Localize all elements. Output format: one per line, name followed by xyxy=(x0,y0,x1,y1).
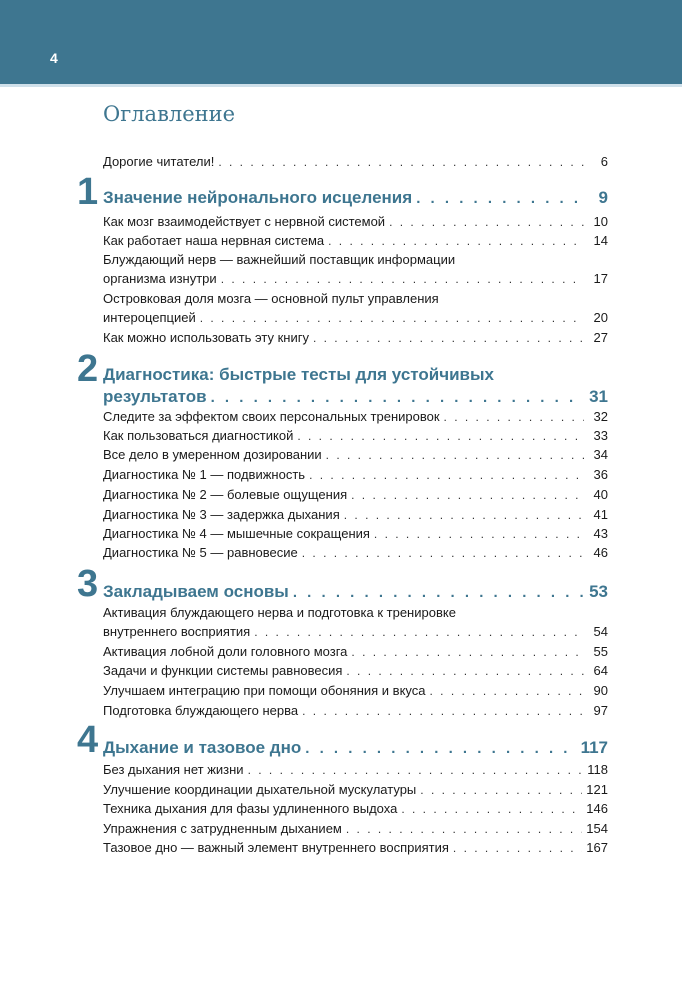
entry-page: 167 xyxy=(586,840,608,855)
entry-page: 97 xyxy=(593,703,608,718)
chapter-title-line1: Диагностика: быстрые тесты для устойчивых xyxy=(103,365,494,384)
entry-title: внутреннего восприятия xyxy=(103,624,251,639)
leader-dots xyxy=(420,781,582,800)
entry-title: Дорогие читатели! xyxy=(103,154,215,169)
entry-title: Следите за эффектом своих персональных тренировок xyxy=(103,409,440,424)
entry-title: Упражнения с затрудненным дыханием xyxy=(103,821,342,836)
entry-page: 27 xyxy=(593,330,608,345)
entry-page: 118 xyxy=(587,762,608,777)
chapter-title: результатов xyxy=(103,387,207,406)
entry-page: 43 xyxy=(593,526,608,541)
leader-dots xyxy=(346,662,584,681)
entry-title: Как работает наша нервная система xyxy=(103,233,325,248)
leader-dots xyxy=(248,761,584,780)
entry-title: Диагностика № 1 — подвижность xyxy=(103,467,306,482)
chapter-number: 3 xyxy=(77,563,99,605)
entry-title: Улучшение координации дыхательной мускулатуры xyxy=(103,782,417,797)
entry-title: Диагностика № 3 — задержка дыхания xyxy=(103,507,340,522)
entry-page: 41 xyxy=(593,507,608,522)
toc-entry[interactable] xyxy=(103,465,608,484)
entry-title: Все дело в умеренном дозировании xyxy=(103,447,322,462)
entry-page: 46 xyxy=(593,545,608,560)
entry-page: 146 xyxy=(586,801,608,816)
entry-title: Улучшаем интеграцию при помощи обоняния и вкуса xyxy=(103,683,426,698)
leader-dots xyxy=(302,702,584,721)
entry-page: 6 xyxy=(600,154,608,169)
chapter-number: 2 xyxy=(77,348,99,390)
toc-entry[interactable] xyxy=(103,603,608,641)
entry-page: 20 xyxy=(593,310,608,325)
leader-dots xyxy=(297,427,584,446)
leader-dots xyxy=(351,486,584,505)
entry-title: Активация лобной доли головного мозга xyxy=(103,644,348,659)
entry-page: 40 xyxy=(593,487,608,502)
toc-entry[interactable] xyxy=(103,681,608,700)
toc-entry[interactable] xyxy=(103,289,608,327)
leader-dots xyxy=(389,213,584,232)
leader-dots xyxy=(221,270,584,289)
entry-title-line1: Островковая доля мозга — основной пульт управления xyxy=(103,291,439,306)
toc-entry[interactable] xyxy=(103,819,608,838)
toc-entry[interactable] xyxy=(103,661,608,680)
leader-dots xyxy=(430,682,585,701)
leader-dots xyxy=(374,525,584,544)
entry-title-line1: Блуждающий нерв — важнейший поставщик информации xyxy=(103,252,456,267)
entry-page: 90 xyxy=(593,683,608,698)
leader-dots xyxy=(313,329,584,348)
toc-entry[interactable] xyxy=(103,485,608,504)
page-number: 4 xyxy=(50,50,58,66)
toc-entry[interactable] xyxy=(103,780,608,799)
toc-entry[interactable] xyxy=(103,701,608,720)
entry-title: Техника дыхания для фазы удлиненного выдоха xyxy=(103,801,398,816)
entry-page: 54 xyxy=(593,624,608,639)
toc-entry[interactable] xyxy=(103,799,608,818)
toc-entry-intro[interactable] xyxy=(103,152,608,171)
entry-title: Как можно использовать эту книгу xyxy=(103,330,309,345)
chapter-page: 9 xyxy=(598,188,608,207)
entry-title: Диагностика № 4 — мышечные сокращения xyxy=(103,526,370,541)
leader-dots xyxy=(200,309,584,328)
entry-title: интероцепцией xyxy=(103,310,196,325)
leader-dots xyxy=(254,623,584,642)
toc-entry[interactable] xyxy=(103,212,608,231)
leader-dots xyxy=(351,643,584,662)
entry-title: Диагностика № 5 — равновесие xyxy=(103,545,298,560)
leader-dots xyxy=(309,466,584,485)
entry-title: Задачи и функции системы равновесия xyxy=(103,663,343,678)
entry-page: 154 xyxy=(586,821,608,836)
toc-entry[interactable] xyxy=(103,231,608,250)
toc-entry[interactable] xyxy=(103,250,608,288)
leader-dots xyxy=(416,190,584,207)
entry-page: 34 xyxy=(593,447,608,462)
toc-entry[interactable] xyxy=(103,524,608,543)
entry-page: 33 xyxy=(593,428,608,443)
entry-title: Тазовое дно — важный элемент внутреннего восприятия xyxy=(103,840,449,855)
toc-entry[interactable] xyxy=(103,505,608,524)
toc-entry[interactable] xyxy=(103,760,608,779)
chapter-page: 117 xyxy=(580,738,608,757)
toc-entry[interactable] xyxy=(103,328,608,347)
entry-title: Как мозг взаимодействует с нервной системой xyxy=(103,214,386,229)
toc-entry[interactable] xyxy=(103,642,608,661)
chapter-title: Значение нейронального исцеления xyxy=(103,188,413,207)
entry-page: 10 xyxy=(593,214,608,229)
toc-entry[interactable] xyxy=(103,407,608,426)
toc-entry[interactable] xyxy=(103,445,608,464)
leader-dots xyxy=(218,153,584,172)
chapter-title: Закладываем основы xyxy=(103,582,289,601)
entry-page: 36 xyxy=(593,467,608,482)
leader-dots xyxy=(453,839,582,858)
chapter-page: 31 xyxy=(589,387,608,406)
chapter-number: 4 xyxy=(77,719,99,761)
entry-title: Как пользоваться диагностикой xyxy=(103,428,294,443)
leader-dots xyxy=(344,506,584,525)
leader-dots xyxy=(211,389,584,406)
entry-page: 32 xyxy=(593,409,608,424)
leader-dots xyxy=(401,800,582,819)
entry-title: Подготовка блуждающего нерва xyxy=(103,703,299,718)
leader-dots xyxy=(444,408,584,427)
chapter-title: Дыхание и тазовое дно xyxy=(103,738,302,757)
toc-entry[interactable] xyxy=(103,543,608,562)
entry-page: 17 xyxy=(593,271,608,286)
entry-page: 14 xyxy=(593,233,608,248)
entry-title: Диагностика № 2 — болевые ощущения xyxy=(103,487,348,502)
entry-title: организма изнутри xyxy=(103,271,217,286)
chapter-number: 1 xyxy=(77,171,99,213)
leader-dots xyxy=(302,544,584,563)
entry-title: Без дыхания нет жизни xyxy=(103,762,244,777)
entry-title-line1: Активация блуждающего нерва и подготовка к тренировке xyxy=(103,605,456,620)
leader-dots xyxy=(328,232,584,251)
entry-page: 64 xyxy=(593,663,608,678)
toc-title: Оглавление xyxy=(103,102,236,126)
leader-dots xyxy=(305,740,576,757)
entry-page: 55 xyxy=(593,644,608,659)
entry-page: 121 xyxy=(586,782,608,797)
leader-dots xyxy=(346,820,582,839)
toc-entry[interactable] xyxy=(103,426,608,445)
leader-dots xyxy=(326,446,584,465)
toc-entry[interactable] xyxy=(103,838,608,857)
leader-dots xyxy=(293,584,584,601)
chapter-page: 53 xyxy=(589,582,608,601)
